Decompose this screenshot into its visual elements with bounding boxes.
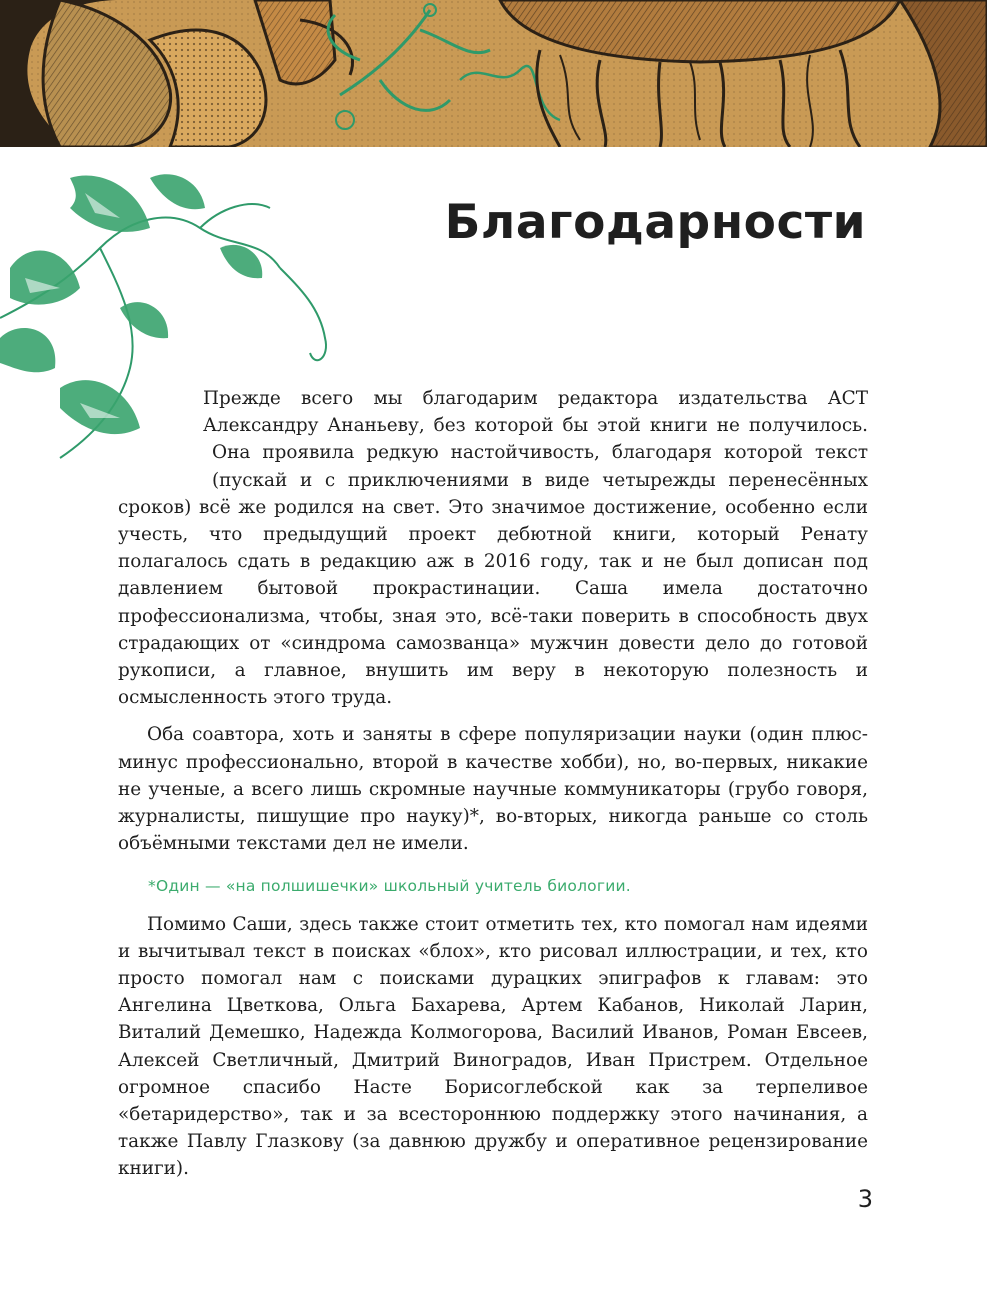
anatomical-engraving-illustration	[0, 0, 987, 147]
vine-text-wrap-spacer	[118, 385, 212, 467]
paragraph-1: Прежде всего мы благодарим редактора издательства АСТ Александру Ананьеву, без которой бы этой книги не получилось. Она проявила редкую настойчивость, благодаря которой текст (пускай и с приключениями в виде четырежды перенесённых сроков) всё же родился на свет. Это значимое достижение, особенно если учесть, что предыдущий проект дебютной книги, который Ренату полагалось сдать в редакцию аж в 2016 году, так и не был дописан под давлением бытовой прокрастинации. Саша имела достаточно профессионализма, чтобы, зная это, всё-таки поверить в способность двух страдающих от «синдрома самозванца» мужчин довести дело до готовой рукописи, а главное, внушить им веру в некоторую полезность и осмысленность этого труда.	[118, 388, 868, 709]
paragraph-2: Оба соавтора, хоть и заняты в сфере популяризации науки (один плюс-минус профессионально, второй в качестве хобби), но, во-первых, никакие не ученые, а всего лишь скромные научные коммуникаторы (грубо говоря, журналисты, пишущие про науку)*, во-вторых, никогда раньше со столь объёмными текстами дел не имели.	[118, 724, 868, 855]
acknowledgements-text	[118, 385, 868, 1183]
footnote: *Один — «на полшишечки» школьный учитель биологии.	[148, 877, 631, 896]
page-title: Благодарности	[444, 195, 866, 250]
page-number: 3	[857, 1185, 873, 1213]
header-illustration-banner	[0, 0, 987, 147]
paragraph-3: Помимо Саши, здесь также стоит отметить тех, кто помогал нам идеями и вычитывал текст в поисках «блох», кто рисовал иллюстрации, и тех, кто просто помогал нам с поисками дурацких эпиграфов к главам: это Ангелина Цветкова, Ольга Бахарева, Артем Кабанов, Николай Ларин, Виталий Демешко, Надежда Колмогорова, Василий Иванов, Роман Евсеев, Алексей Светличный, Дмитрий Виноградов, Иван Пристрем. Отдельное огромное спасибо Насте Борисоглебской как за терпеливое «бетаридерство», так и за всестороннюю поддержку этого начинания, а также Павлу Глазкову (за давнюю дружбу и оперативное рецензирование книги).	[118, 913, 868, 1180]
